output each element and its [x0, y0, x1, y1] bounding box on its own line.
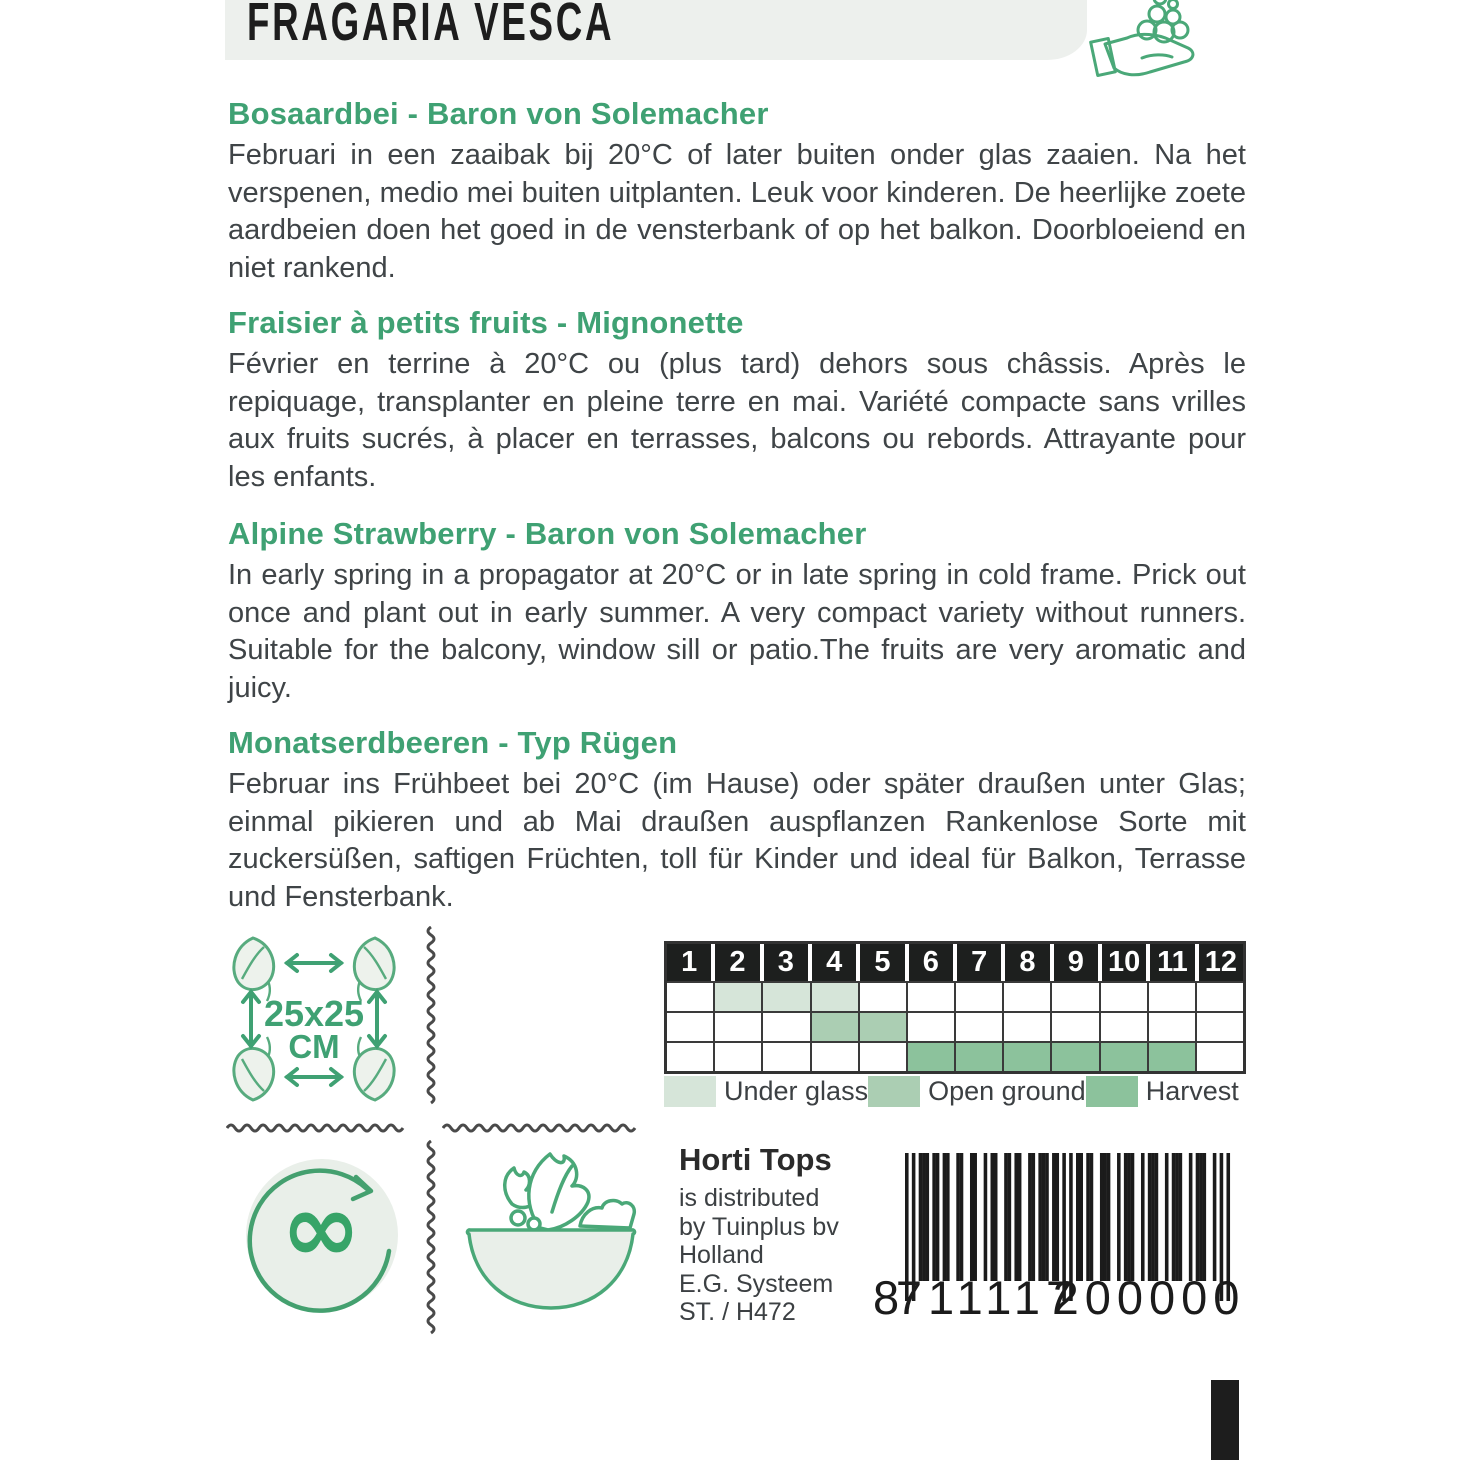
barcode-digit-prefix: 8	[873, 1271, 900, 1322]
divider-wavy-horizontal-left	[226, 1121, 414, 1135]
calendar-cell	[715, 1043, 761, 1071]
calendar-cell	[1004, 1013, 1050, 1041]
calendar-cell	[667, 1013, 713, 1041]
calendar-cell	[667, 983, 713, 1011]
legend-label: Harvest	[1145, 1076, 1239, 1106]
calendar-legend	[664, 1076, 1246, 1107]
perennial-cycle-icon	[238, 1155, 404, 1326]
calendar-cell	[956, 1013, 1002, 1041]
divider-wavy-vertical-bottom	[424, 1140, 438, 1338]
calendar-cell	[1149, 1013, 1195, 1041]
spacing-dimensions-label: 25x25	[263, 993, 365, 1034]
species-title: FRAGARIA VESCA	[247, 0, 615, 52]
calendar-cell	[1101, 983, 1147, 1011]
infinity-symbol: ∞	[281, 1172, 361, 1284]
legend-label: Open ground	[928, 1076, 1086, 1106]
spacing-unit-label: CM	[288, 1028, 340, 1065]
section-heading-fr: Fraisier à petits fruits - Mignonette	[228, 305, 744, 340]
calendar-cell	[1101, 1013, 1147, 1041]
header-band	[225, 0, 1087, 60]
calendar-cell	[956, 983, 1002, 1011]
calendar-cell	[860, 1013, 906, 1041]
calendar-cell	[908, 1043, 954, 1071]
calendar-month-header: 4	[812, 944, 856, 981]
legend-label: Under glass	[724, 1076, 869, 1106]
hand-with-seeds-icon	[1080, 0, 1230, 100]
calendar-cell	[812, 983, 858, 1011]
section-heading-en: Alpine Strawberry - Baron von Solemacher	[228, 516, 867, 551]
calendar-cell	[1149, 983, 1195, 1011]
calendar-month-header: 10	[1102, 944, 1146, 981]
calendar-month-header: 8	[1005, 944, 1049, 981]
legend-item	[1086, 1076, 1246, 1107]
calendar-cell	[1197, 1013, 1243, 1041]
section-body-de: Februar ins Frühbeet bei 20°C (im Hause) oder später draußen unter Glas; einmal pikieren und ab Mai draußen auspflanzen Rankenlose Sorte mit zuckersüßen, saftigen Früchten, toll für Kinder und ideal für Balkon, Terrasse und Fensterbank.	[228, 768, 1246, 913]
divider-wavy-vertical-top	[424, 926, 438, 1118]
calendar-month-header: 9	[1054, 944, 1098, 981]
calendar-month-header: 2	[715, 944, 759, 981]
legend-item	[868, 1076, 1086, 1107]
calendar-cell	[667, 1043, 713, 1071]
calendar-cell	[812, 1013, 858, 1041]
calendar-cell	[715, 1013, 761, 1041]
legend-swatch	[664, 1076, 716, 1107]
barcode-digits-right: 200000	[1052, 1271, 1245, 1322]
calendar-month-header: 7	[957, 944, 1001, 981]
divider-wavy-horizontal-right	[442, 1121, 640, 1135]
calendar-month-header: 6	[909, 944, 953, 981]
calendar-body	[667, 981, 1243, 1071]
calendar-cell	[1052, 1013, 1098, 1041]
distributor-info	[679, 1142, 894, 1327]
calendar-cell	[908, 1013, 954, 1041]
calendar-month-header: 1	[667, 944, 711, 981]
distributor-line: ST. / H472	[679, 1298, 796, 1326]
print-registration-mark	[1211, 1380, 1239, 1460]
distributor-name: Horti Tops	[679, 1142, 832, 1177]
section-heading-nl: Bosaardbei - Baron von Solemacher	[228, 96, 769, 131]
plant-spacing-icon	[225, 930, 405, 1115]
barcode-digits-left: 711117	[895, 1271, 1079, 1322]
calendar-cell	[1004, 1043, 1050, 1071]
calendar-month-header: 11	[1150, 944, 1194, 981]
calendar-cell	[860, 983, 906, 1011]
calendar-month-header: 5	[860, 944, 904, 981]
calendar-cell	[908, 983, 954, 1011]
section-french	[228, 305, 1246, 496]
sowing-calendar-table	[664, 941, 1246, 1074]
leaf-icon	[234, 938, 274, 1001]
distributor-line: is distributed	[679, 1184, 820, 1212]
section-german	[228, 725, 1246, 916]
calendar-cell	[1052, 1043, 1098, 1071]
calendar-cell	[1197, 1043, 1243, 1071]
section-body-en: In early spring in a propagator at 20°C or in late spring in cold frame. Prick out once and plant out in early summer. A very compact variety without runners. Suitable for the balcony, window sill or patio.The fruits are very aromatic and juicy.	[228, 559, 1246, 704]
calendar-month-header: 12	[1199, 944, 1243, 981]
section-body-nl: Februari in een zaaibak bij 20°C of later buiten onder glas zaaien. Na het verspenen, medio mei buiten uitplanten. Leuk voor kinderen. De heerlijke zoete aardbeien doen het goed in de vensterbank of op het balkon. Doorbloeiend en niet rankend.	[228, 139, 1246, 284]
legend-swatch	[1086, 1076, 1138, 1107]
calendar-cell	[1052, 983, 1098, 1011]
calendar-month-header: 3	[764, 944, 808, 981]
calendar-cell	[763, 983, 809, 1011]
calendar-cell	[763, 1013, 809, 1041]
distributor-line: by Tuinplus bv	[679, 1212, 839, 1241]
calendar-cell	[1197, 983, 1243, 1011]
calendar-cell	[763, 1043, 809, 1071]
section-body-fr: Février en terrine à 20°C ou (plus tard) dehors sous châssis. Après le repiquage, transplanter en pleine terre en mai. Variété compacte sans vrilles aux fruits sucrés, à placer en terrasses, balcons ou rebords. Attrayante pour les enfants.	[228, 348, 1246, 493]
distributor-line: Holland	[679, 1241, 764, 1269]
salad-bowl-icon	[452, 1142, 642, 1337]
calendar-cell	[715, 983, 761, 1011]
legend-item	[664, 1076, 868, 1107]
section-dutch	[228, 96, 1246, 287]
calendar-cell	[812, 1043, 858, 1071]
calendar-header-row	[667, 944, 1243, 981]
section-heading-de: Monatserdbeeren - Typ Rügen	[228, 725, 678, 760]
calendar-cell	[1149, 1043, 1195, 1071]
legend-swatch	[868, 1076, 920, 1107]
ean-barcode	[865, 1150, 1245, 1322]
calendar-cell	[1004, 983, 1050, 1011]
calendar-cell	[860, 1043, 906, 1071]
section-english	[228, 516, 1246, 707]
calendar-cell	[956, 1043, 1002, 1071]
distributor-line: E.G. Systeem	[679, 1269, 834, 1298]
calendar-cell	[1101, 1043, 1147, 1071]
